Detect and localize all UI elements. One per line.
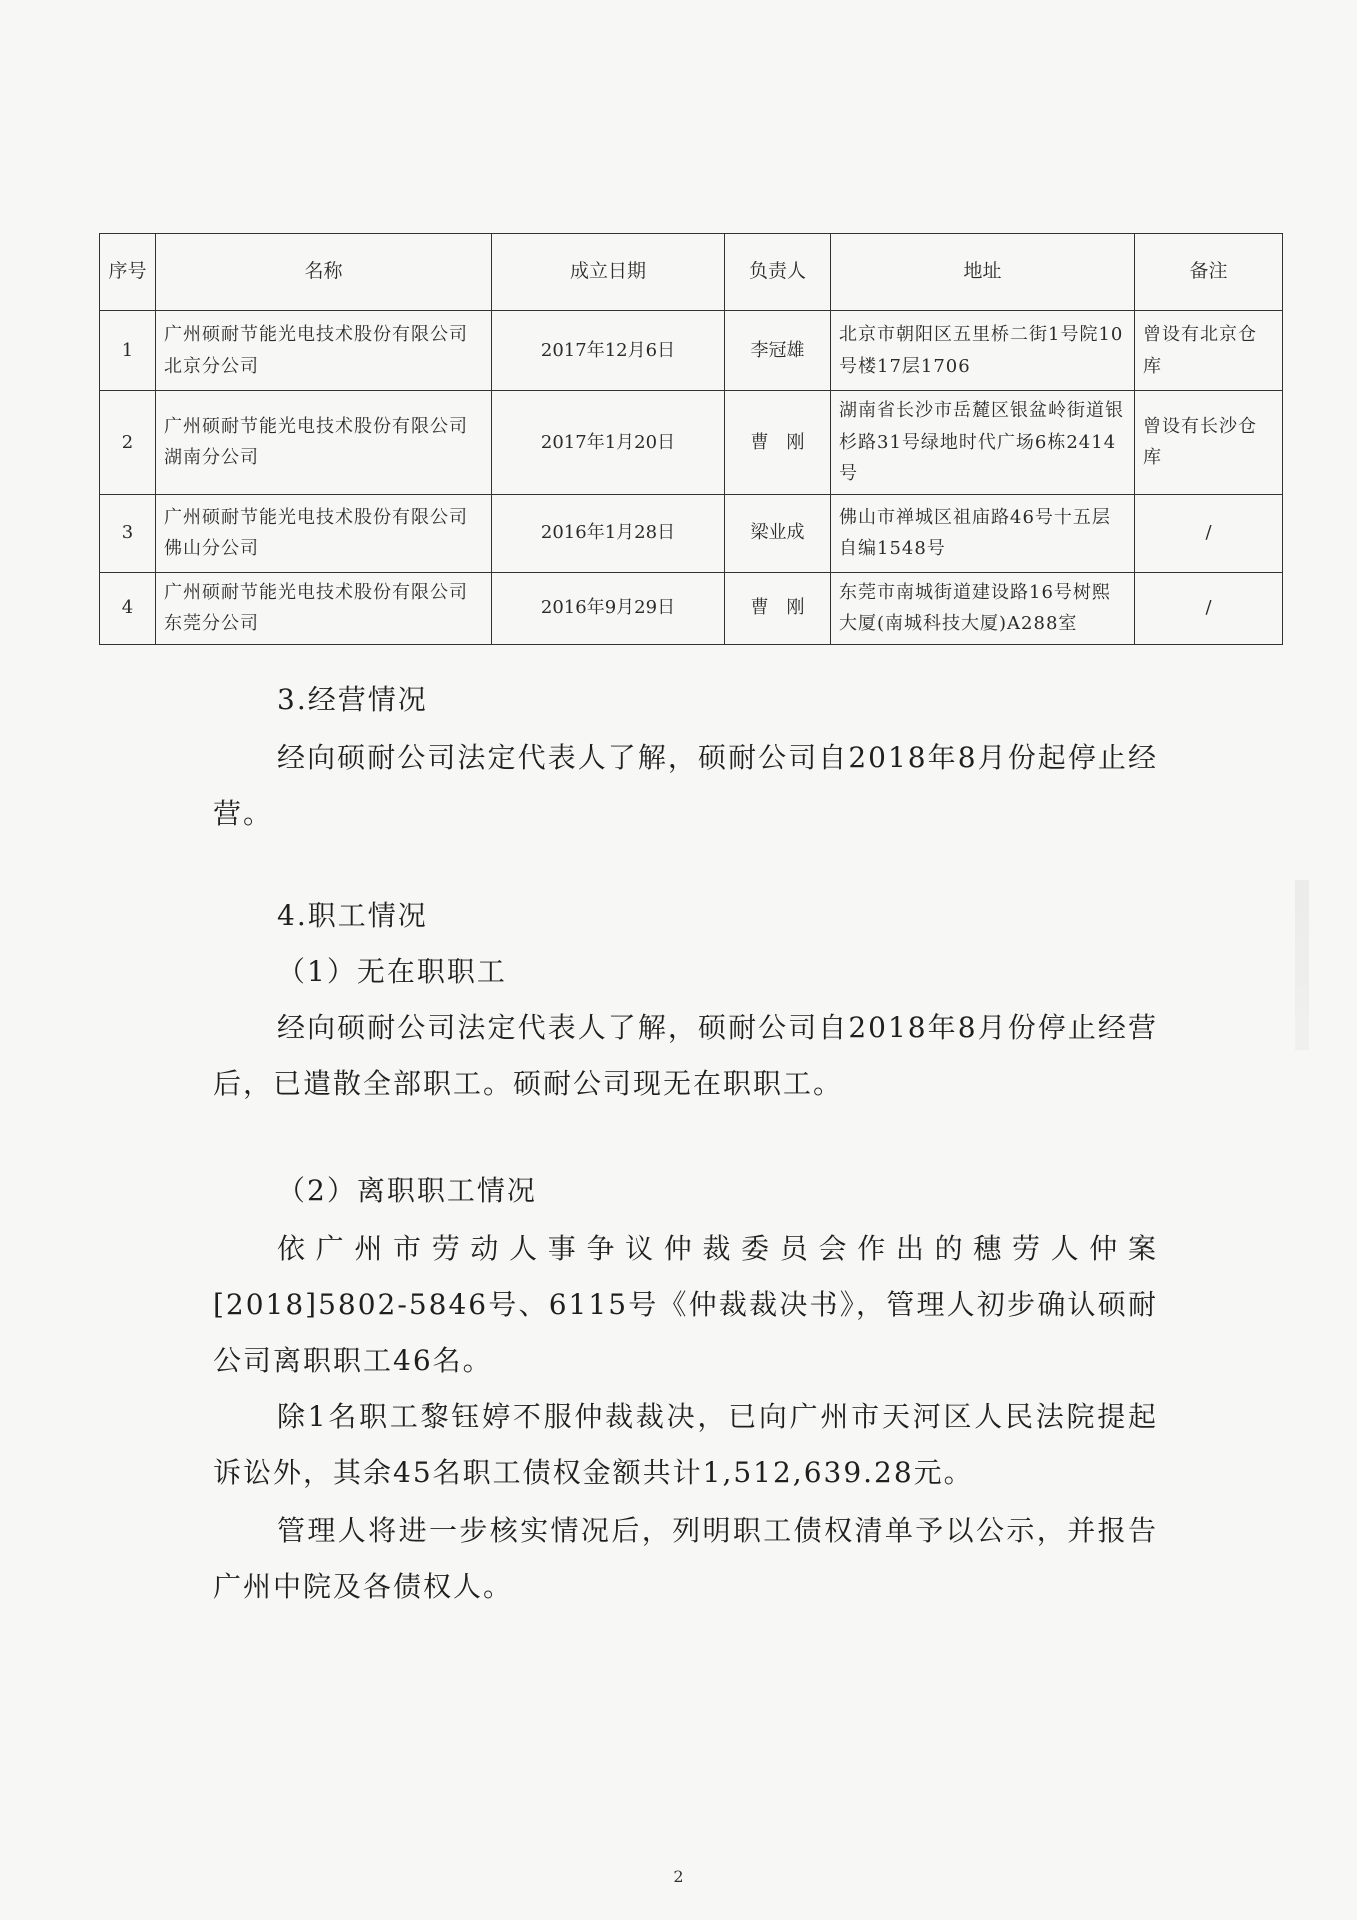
cell-date: 2017年12月6日 (492, 311, 725, 391)
subsection-1-title: （1）无在职职工 (277, 955, 507, 988)
cell-date: 2016年1月28日 (492, 494, 725, 572)
cell-date: 2016年9月29日 (492, 572, 725, 644)
section-4-title: 4.职工情况 (277, 899, 428, 932)
cell-no: 1 (100, 311, 156, 391)
header-head: 负责人 (725, 234, 831, 311)
cell-address: 湖南省长沙市岳麓区银盆岭街道银杉路31号绿地时代广场6栋2414号 (831, 391, 1135, 495)
cell-no: 4 (100, 572, 156, 644)
cell-address: 佛山市禅城区祖庙路46号十五层自编1548号 (831, 494, 1135, 572)
subsection-2-para-2: 除1名职工黎钰婷不服仲裁裁决，已向广州市天河区人民法院提起诉讼外，其余45名职工债权金额共计1,512,639.28元。 (213, 1400, 1158, 1489)
cell-head: 梁业成 (725, 494, 831, 572)
cell-address: 东莞市南城街道建设路16号树熙大厦(南城科技大厦)A288室 (831, 572, 1135, 644)
subsection-1-para: 经向硕耐公司法定代表人了解，硕耐公司自2018年8月份停止经营后，已遣散全部职工。硕耐公司现无在职职工。 (213, 1011, 1158, 1100)
cell-name: 广州硕耐节能光电技术股份有限公司湖南分公司 (156, 391, 492, 495)
cell-head: 曹 刚 (725, 391, 831, 495)
header-address: 地址 (831, 234, 1135, 311)
subsection-2-title: （2）离职职工情况 (277, 1174, 537, 1207)
cell-note: / (1135, 494, 1283, 572)
table-header-row (100, 234, 1283, 311)
subsection-2-para-1: 依广州市劳动人事争议仲裁委员会作出的穗劳人仲案[2018]5802-5846号、6115号《仲裁裁决书》，管理人初步确认硕耐公司离职职工46名。 (213, 1232, 1158, 1377)
table-row (100, 494, 1283, 572)
header-date: 成立日期 (492, 234, 725, 311)
table-row (100, 572, 1283, 644)
branch-table (99, 233, 1283, 645)
cell-address: 北京市朝阳区五里桥二街1号院10号楼17层1706 (831, 311, 1135, 391)
page-number: 2 (673, 1867, 684, 1886)
header-name: 名称 (156, 234, 492, 311)
cell-name: 广州硕耐节能光电技术股份有限公司东莞分公司 (156, 572, 492, 644)
table-row (100, 391, 1283, 495)
section-3-para: 经向硕耐公司法定代表人了解，硕耐公司自2018年8月份起停止经营。 (213, 741, 1158, 830)
cell-head: 曹 刚 (725, 572, 831, 644)
cell-head: 李冠雄 (725, 311, 831, 391)
table-row (100, 311, 1283, 391)
cell-no: 2 (100, 391, 156, 495)
cell-no: 3 (100, 494, 156, 572)
cell-date: 2017年1月20日 (492, 391, 725, 495)
cell-note: 曾设有长沙仓库 (1135, 391, 1283, 495)
section-3-title: 3.经营情况 (277, 683, 428, 716)
cell-note: 曾设有北京仓库 (1135, 311, 1283, 391)
cell-name: 广州硕耐节能光电技术股份有限公司佛山分公司 (156, 494, 492, 572)
subsection-2-para-3: 管理人将进一步核实情况后，列明职工债权清单予以公示，并报告广州中院及各债权人。 (213, 1514, 1158, 1603)
cell-note: / (1135, 572, 1283, 644)
header-no: 序号 (100, 234, 156, 311)
cell-name: 广州硕耐节能光电技术股份有限公司北京分公司 (156, 311, 492, 391)
header-note: 备注 (1135, 234, 1283, 311)
scan-artifact (1295, 880, 1309, 1050)
